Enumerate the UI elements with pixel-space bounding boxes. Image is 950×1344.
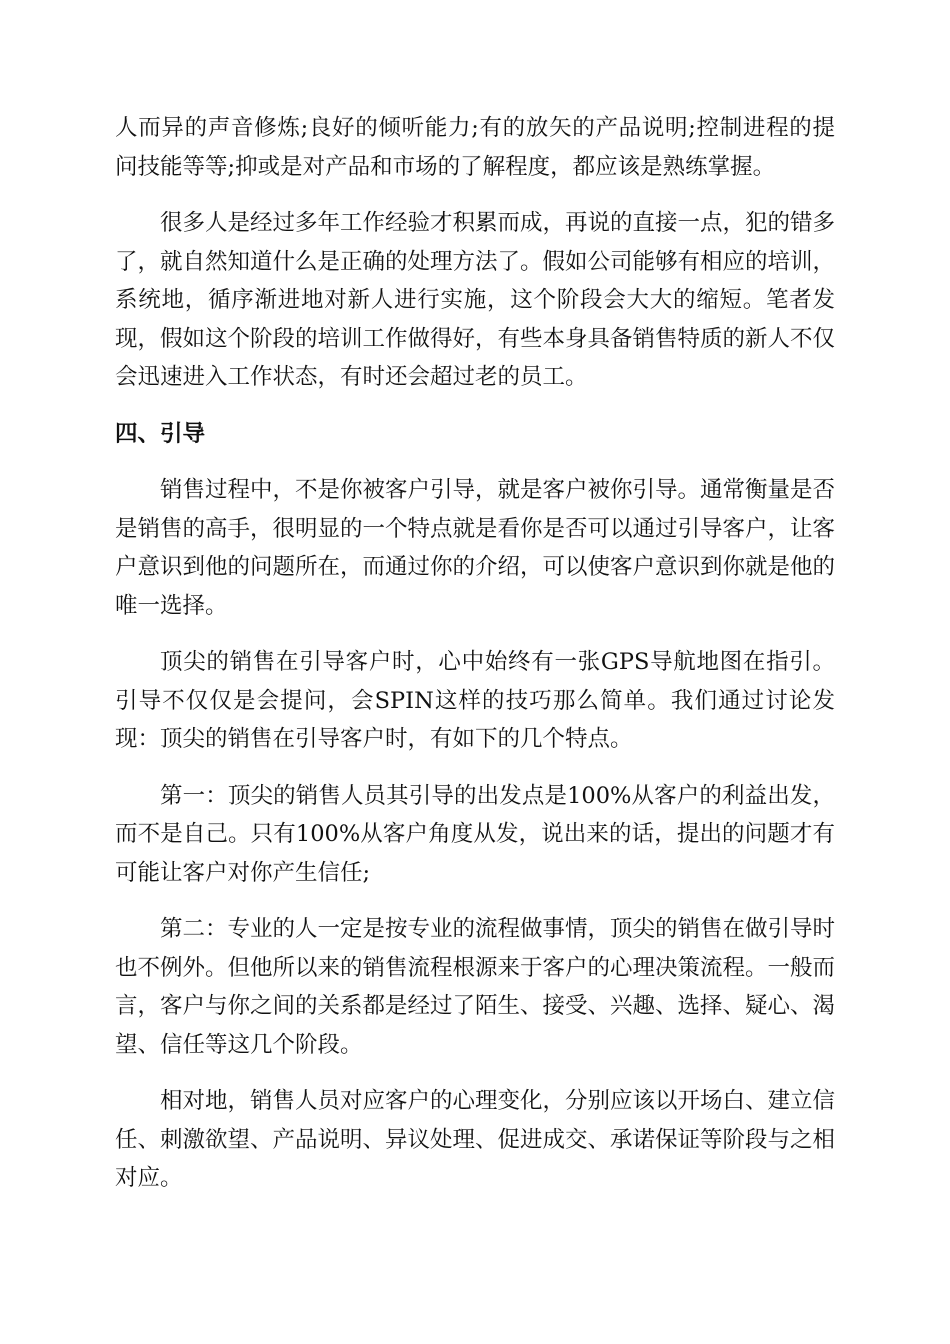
document-body — [115, 109, 835, 1216]
paragraph-stages: 相对地，销售人员对应客户的心理变化，分别应该以开场白、建立信任、刺激欲望、产品说明、异议处理、促进成交、承诺保证等阶段与之相对应。 — [115, 1088, 836, 1191]
section-heading: 四、引导 — [115, 420, 206, 447]
paragraph-experience: 很多人是经过多年工作经验才积累而成，再说的直接一点，犯的错多了，就自然知道什么是正确的处理方法了。假如公司能够有相应的培训，系统地，循序渐进地对新人进行实施，这个阶段会大大的缩短。笔者发现，假如这个阶段的培训工作做得好，有些本身具备销售特质的新人不仅会迅速进入工作状态，有时还会超过老的员工。 — [115, 210, 836, 390]
paragraph-guidance-intro: 销售过程中，不是你被客户引导，就是客户被你引导。通常衡量是否是销售的高手，很明显的一个特点就是看你是否可以通过引导客户，让客户意识到他的问题所在，而通过你的介绍，可以使客户意识到你就是他的唯一选择。 — [115, 477, 836, 619]
paragraph-continued: 人而异的声音修炼;良好的倾听能力;有的放矢的产品说明;控制进程的提问技能等等;抑或是对产品和市场的了解程度，都应该是熟练掌握。 — [115, 115, 835, 180]
paragraph-point-two: 第二：专业的人一定是按专业的流程做事情，顶尖的销售在做引导时也不例外。但他所以来的销售流程根源来于客户的心理决策流程。一般而言，客户与你之间的关系都是经过了陌生、接受、兴趣、选择、疑心、渴望、信任等这几个阶段。 — [115, 916, 836, 1058]
paragraph-gps-map: 顶尖的销售在引导客户时，心中始终有一张GPS导航地图在指引。引导不仅仅是会提问，会SPIN这样的技巧那么简单。我们通过讨论发现：顶尖的销售在引导客户时，有如下的几个特点。 — [115, 649, 835, 752]
paragraph-point-one: 第一：顶尖的销售人员其引导的出发点是100%从客户的利益出发，而不是自己。只有100%从客户角度从发，说出来的话，提出的问题才有可能让客户对你产生信任; — [115, 782, 835, 886]
